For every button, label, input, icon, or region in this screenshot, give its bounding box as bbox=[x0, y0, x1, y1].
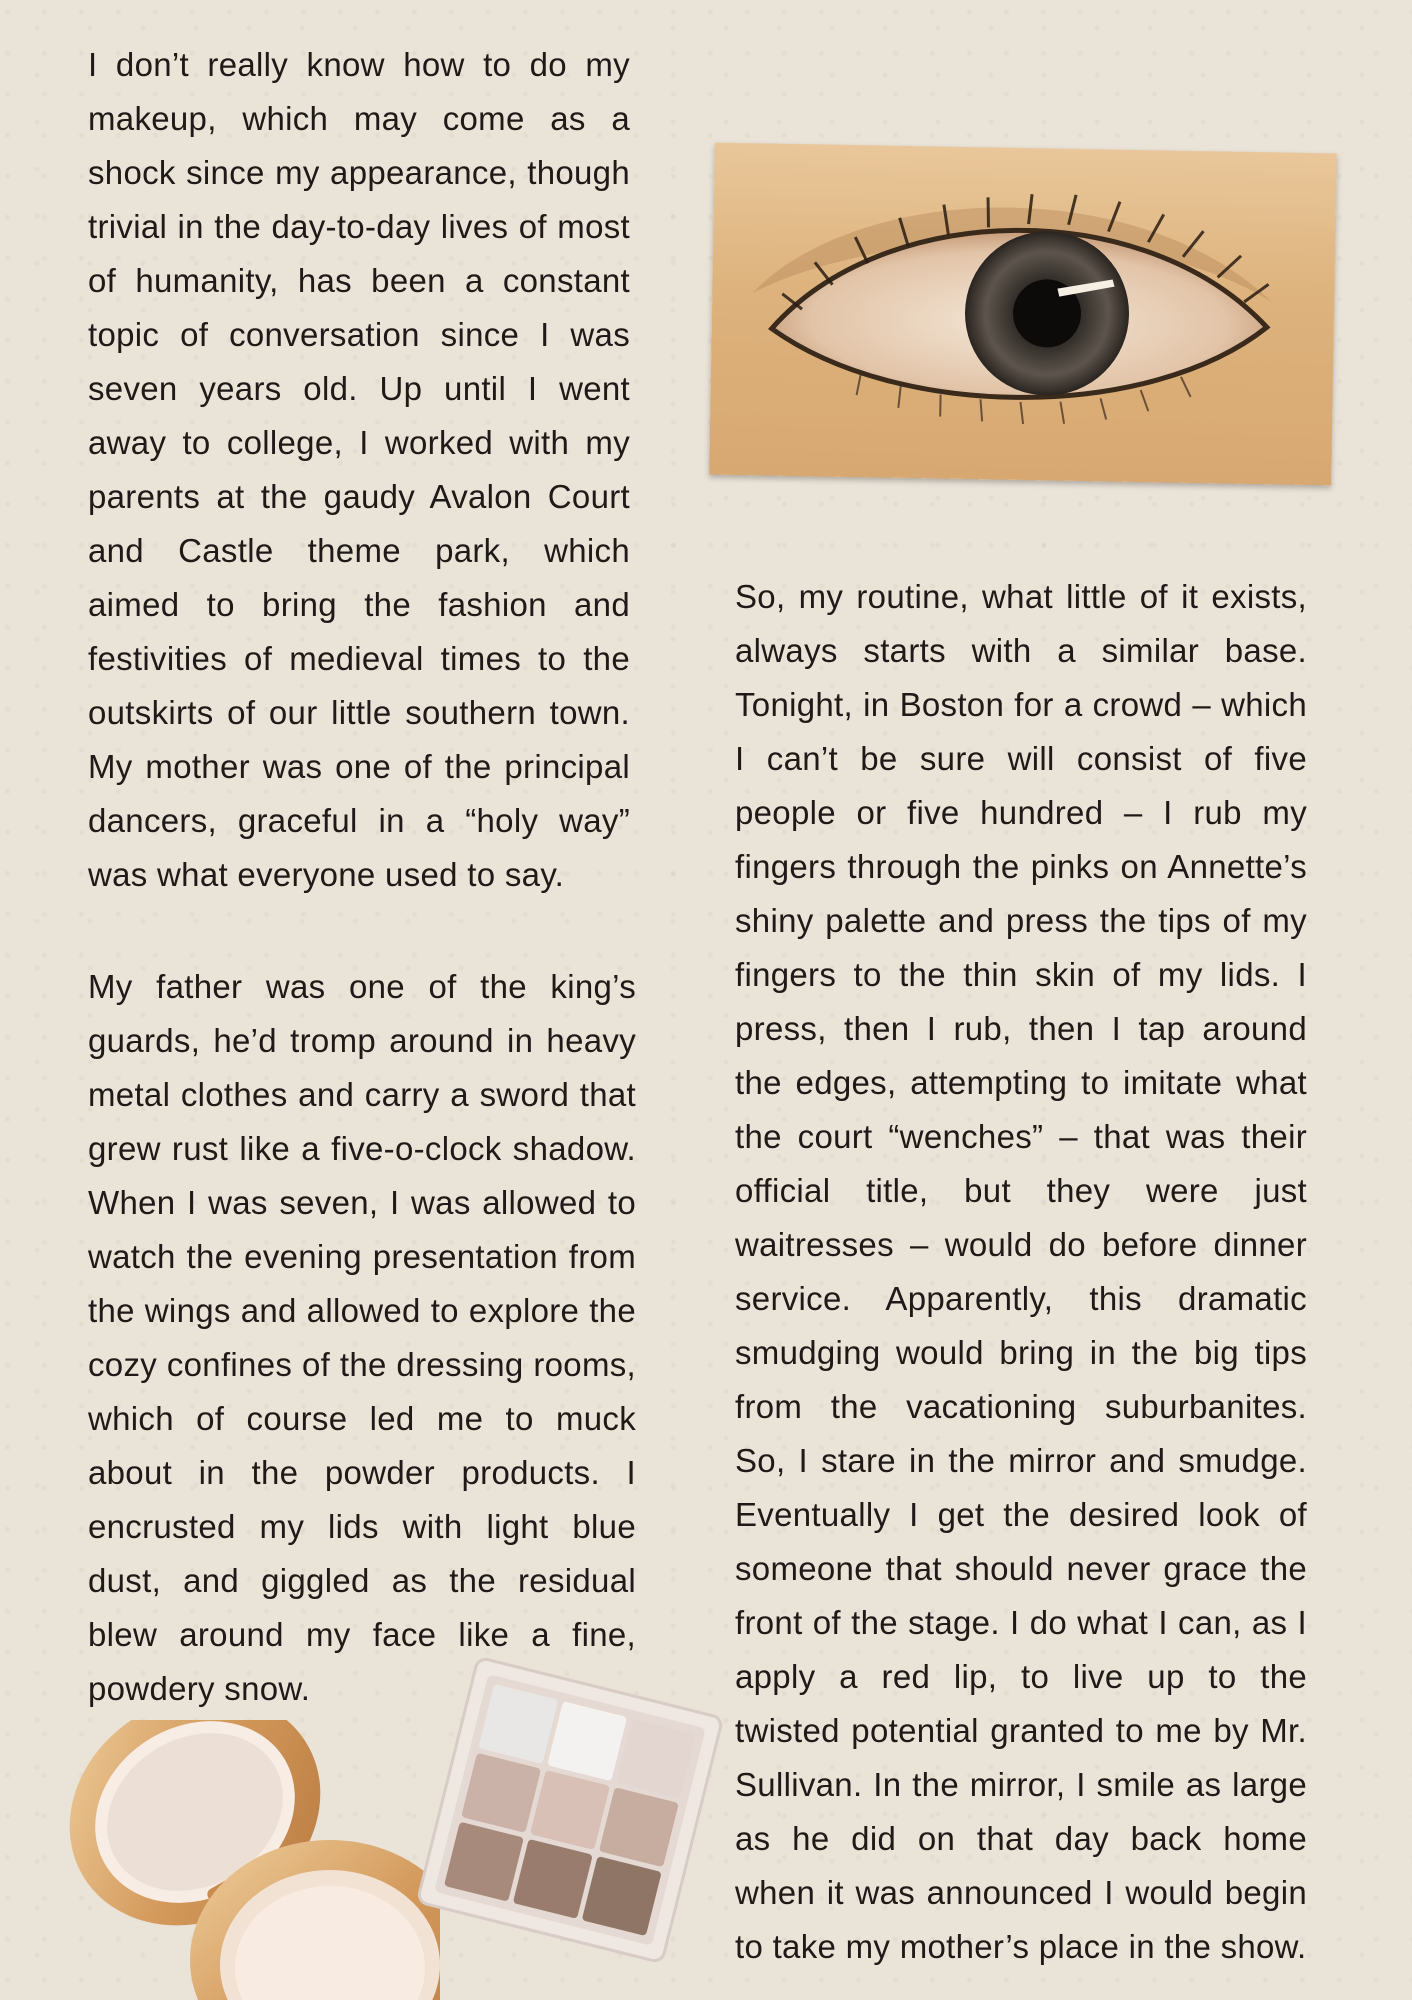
left-column-bottom bbox=[88, 960, 636, 1716]
right-column bbox=[735, 570, 1307, 1974]
powder-compact-illustration bbox=[30, 1720, 440, 2000]
paragraph-avalon-court: I don’t really know how to do my makeup, which may come as a shock since my appearance, though trivial in the day-to-day lives of most of humanity, has been a constant topic of conversation since I was seven years old. Up until I went away to college, I worked with my parents at the gaudy Avalon Court and Castle theme park, which aimed to bring the fashion and festivities of medieval times to the outskirts of our little southern town. My mother was one of the principal dancers, graceful in a “holy way” was what everyone used to say. bbox=[88, 46, 630, 893]
paragraph-father-guard: My father was one of the king’s guards, he’d tromp around in heavy metal clothes and carry a sword that grew rust like a five-o-clock shadow. When I was seven, I was allowed to watch the evening presentation from the wings and allowed to explore the cozy confines of the dressing rooms, which of course led me to muck about in the powder products. I encrusted my lids with light blue dust, and giggled as the residual blew around my face like a fine, powdery snow. bbox=[88, 968, 636, 1707]
left-column-top bbox=[88, 38, 630, 902]
paragraph-routine: So, my routine, what little of it exists, always starts with a similar base. Tonight, in Boston for a crowd – which I can’t be sure will consist of five people or five hundred – I rub my fingers through the pinks on Annette’s shiny palette and press the tips of my fingers to the thin skin of my lids. I press, then I rub, then I tap around the edges, attempting to imitate what the court “wenches” – that was their official title, but they were just waitresses – would do before dinner service. Apparently, this dramatic smudging would bring in the big tips from the vacationing suburbanites. So, I stare in the mirror and smudge. Eventually I get the desired look of someone that should never grace the front of the stage. I do what I can, as I apply a red lip, to live up to the twisted potential granted to me by Mr. Sullivan. In the mirror, I smile as large as he did on that day back home when it was announced I would begin to take my mother’s place in the show. bbox=[735, 578, 1307, 1965]
eye-illustration bbox=[709, 143, 1337, 486]
